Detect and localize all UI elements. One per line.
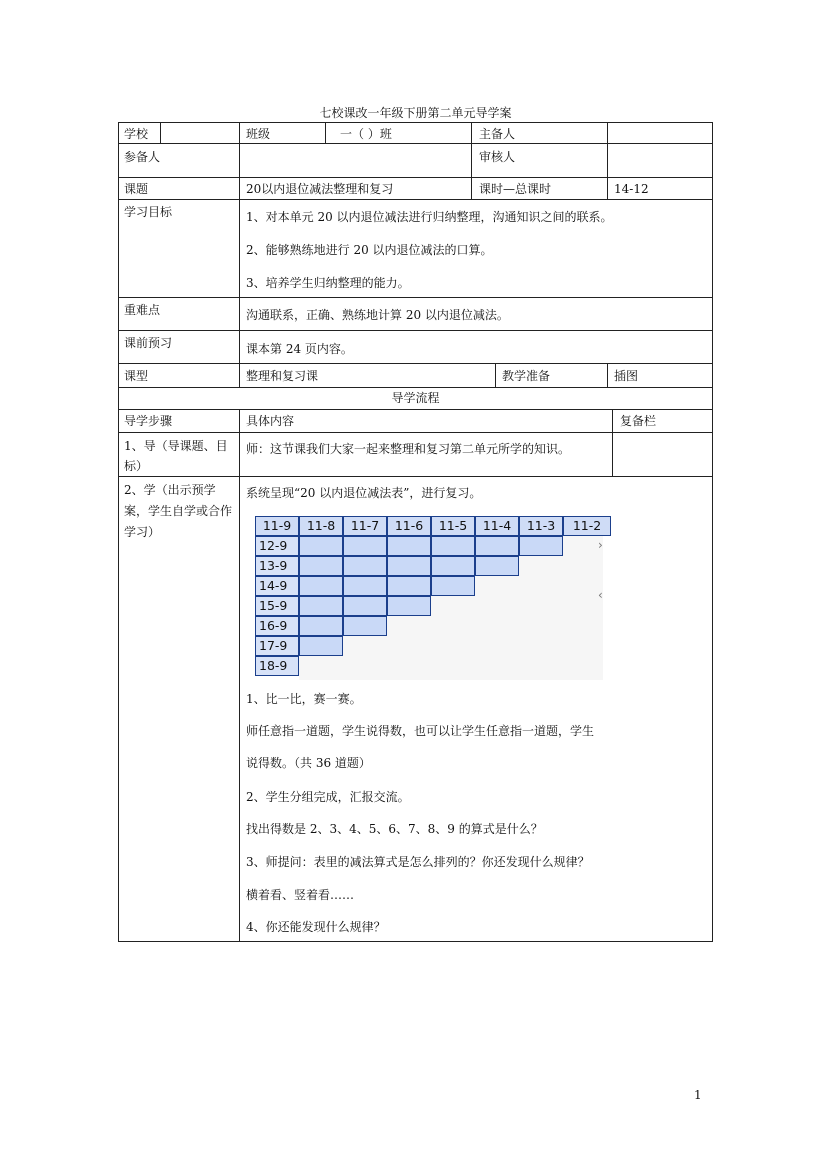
table-header-cell: 11-9	[255, 516, 299, 536]
step2-paragraph: 横着看、竖着看……	[246, 888, 355, 902]
hours-value: 14-12	[614, 182, 649, 196]
table-header-cell: 11-7	[343, 516, 387, 536]
preview-label: 课前预习	[124, 336, 173, 350]
steps-header: 导学步骤	[124, 414, 173, 428]
table-blank-cell	[343, 616, 387, 636]
goal-item: 1、对本单元 20 以内退位减法进行归纳整理，沟通知识之间的联系。	[246, 210, 613, 224]
teaching-prep-value: 插图	[614, 369, 639, 383]
table-blank-cell	[387, 536, 431, 556]
reviewer-label: 审核人	[479, 150, 516, 164]
lesson-type-value: 整理和复习课	[246, 369, 319, 383]
table-blank-cell	[299, 616, 343, 636]
table-blank-cell	[519, 536, 563, 556]
document-title: 七校课改一年级下册第二单元导学案	[319, 106, 512, 120]
step2-intro: 系统呈现“20 以内退位减法表”，进行复习。	[246, 486, 482, 500]
goal-item: 3、培养学生归纳整理的能力。	[246, 276, 410, 290]
table-blank-cell	[343, 536, 387, 556]
step2-paragraph: 4、你还能发现什么规律？	[246, 920, 386, 934]
content-header: 具体内容	[246, 414, 295, 428]
table-row-label: 13-9	[255, 556, 299, 576]
class-value[interactable]: 一（ ）班	[340, 127, 392, 141]
goal-item: 2、能够熟练地进行 20 以内退位减法的口算。	[246, 243, 493, 257]
table-header-cell: 11-5	[431, 516, 475, 536]
lead-preparer-label: 主备人	[479, 127, 516, 141]
table-blank-cell	[475, 556, 519, 576]
table-header-cell: 11-2	[563, 516, 611, 536]
table-row-label: 16-9	[255, 616, 299, 636]
table-blank-cell	[343, 576, 387, 596]
lesson-type-label: 课型	[124, 369, 149, 383]
table-blank-cell	[299, 596, 343, 616]
school-label: 学校	[124, 127, 149, 141]
table-blank-cell	[299, 636, 343, 656]
step2-paragraph: 说得数。（共 36 道题）	[246, 756, 371, 770]
key-points-value: 沟通联系，正确、熟练地计算 20 以内退位减法。	[246, 308, 509, 322]
step2-paragraph: 找出得数是 2、3、4、5、6、7、8、9 的算式是什么？	[246, 822, 543, 836]
hours-label: 课时—总课时	[479, 182, 552, 196]
table-blank-cell	[299, 556, 343, 576]
table-blank-cell	[343, 596, 387, 616]
step2-label: 2、学（出示预学案，学生自学或合作学习）	[124, 483, 233, 539]
teaching-prep-label: 教学准备	[502, 369, 551, 383]
table-blank-cell	[387, 556, 431, 576]
table-blank-cell	[431, 536, 475, 556]
class-label: 班级	[246, 127, 271, 141]
step2-paragraph: 3、师提问：表里的减法算式是怎么排列的？你还发现什么规律？	[246, 855, 590, 869]
table-header-cell: 11-4	[475, 516, 519, 536]
step2-paragraph: 1、比一比，赛一赛。	[246, 692, 362, 706]
table-row-label: 14-9	[255, 576, 299, 596]
co-preparer-label: 参备人	[124, 150, 161, 164]
table-header-cell: 11-8	[299, 516, 343, 536]
table-blank-cell	[431, 556, 475, 576]
goals-label: 学习目标	[124, 205, 173, 219]
table-row-label: 12-9	[255, 536, 299, 556]
step1-content: 师：这节课我们大家一起来整理和复习第二单元所学的知识。	[246, 442, 571, 456]
table-row-label: 18-9	[255, 656, 299, 676]
table-blank-cell	[387, 596, 431, 616]
step1-label: 1、导（导课题、目标）	[124, 439, 228, 473]
subtraction-table-figure	[255, 516, 607, 680]
table-header-cell: 11-3	[519, 516, 563, 536]
topic-value: 20以内退位减法整理和复习	[246, 182, 394, 196]
step2-paragraph: 2、学生分组完成，汇报交流。	[246, 790, 410, 804]
table-row-label: 17-9	[255, 636, 299, 656]
flow-title: 导学流程	[391, 391, 440, 405]
key-points-label: 重难点	[124, 303, 161, 317]
table-blank-cell	[299, 576, 343, 596]
table-header-cell: 11-6	[387, 516, 431, 536]
table-blank-cell	[343, 556, 387, 576]
preview-value: 课本第 24 页内容。	[246, 342, 353, 356]
cropped-edge-mark: ›	[598, 538, 603, 552]
notes-header: 复备栏	[620, 414, 657, 428]
table-blank-cell	[431, 576, 475, 596]
table-row-label: 15-9	[255, 596, 299, 616]
topic-label: 课题	[124, 182, 149, 196]
step2-paragraph: 师任意指一道题，学生说得数，也可以让学生任意指一道题，学生	[246, 724, 595, 738]
table-blank-cell	[475, 536, 519, 556]
page-number: 1	[694, 1088, 702, 1102]
cropped-edge-mark: ‹	[598, 588, 603, 602]
table-blank-cell	[299, 536, 343, 556]
table-blank-cell	[387, 576, 431, 596]
